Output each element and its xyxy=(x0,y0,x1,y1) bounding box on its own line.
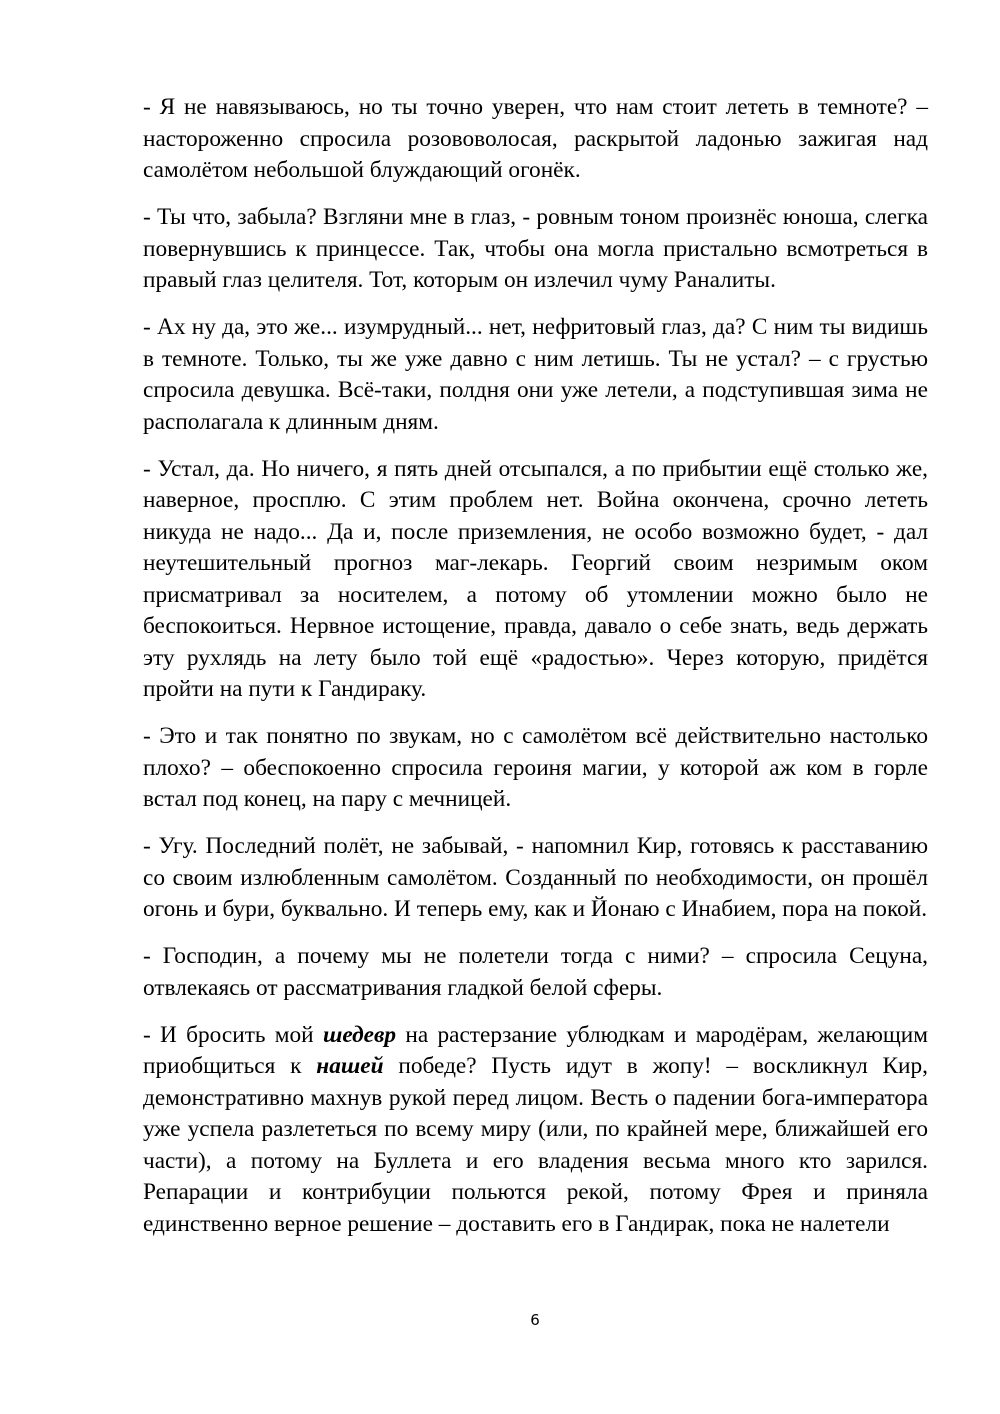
paragraph-8-text-1: - И бросить мой xyxy=(143,1021,323,1048)
paragraph-1: - Я не навязываюсь, но ты точно уверен, что нам стоит лететь в темноте? – настороженно спросила розововолосая, раскрытой ладонью зажигая над самолётом небольшой блуждающий огонёк. xyxy=(143,94,928,183)
page-number: 6 xyxy=(530,1311,540,1329)
emphasis-masterpiece: шедевр xyxy=(322,1021,397,1048)
paragraph-5: - Это и так понятно по звукам, но с самолётом всё действительно настолько плохо? – обеспокоенно спросила героиня магии, у которой аж ком в горле встал под конец, на пару с мечницей. xyxy=(143,723,928,812)
paragraph-4: - Устал, да. Но ничего, я пять дней отсыпался, а по прибытии ещё столько же, наверное, просплю. С этим проблем нет. Война окончена, срочно лететь никуда не надо... Да и, после приземления, не особо возможно будет, - дал неутешительный прогноз маг-лекарь. Георгий своим незримым оком присматривал за носителем, а потому об утомлении можно было не беспокоиться. Нервное истощение, правда, давало о себе знать, ведь держать эту рухлядь на лету было той ещё «радостью». Через которую, придётся пройти на пути к Гандираку. xyxy=(143,455,928,702)
paragraph-8-text-2: на растерзание ублюдкам и мародёрам, желающим приобщиться к xyxy=(143,1021,928,1079)
paragraph-3: - Ах ну да, это же... изумрудный... нет, нефритовый глаз, да? С ним ты видишь в темноте. Только, ты же уже давно с ним летишь. Ты не устал? – с грустью спросила девушка. Всё-таки, полдня они уже летели, а подступившая зима не располагала к длинным дням. xyxy=(143,314,928,435)
document-page xyxy=(143,92,928,1256)
emphasis-our: нашей xyxy=(316,1053,384,1079)
paragraph-7: - Господин, а почему мы не полетели тогда с ними? – спросила Сецуна, отвлекаясь от рассматривания гладкой белой сферы. xyxy=(143,943,928,1001)
paragraph-6: - Угу. Последний полёт, не забывай, - напомнил Кир, готовясь к расставанию со своим излюбленным самолётом. Созданный по необходимости, он прошёл огонь и бури, буквально. И теперь ему, как и Йонаю с Инабием, пора на покой. xyxy=(143,833,928,922)
paragraph-8 xyxy=(143,1020,928,1241)
paragraph-2: - Ты что, забыла? Взгляни мне в глаз, - ровным тоном произнёс юноша, слегка повернувшись к принцессе. Так, чтобы она могла пристально всмотреться в правый глаз целителя. Тот, которым он излечил чуму Раналиты. xyxy=(143,204,928,293)
paragraph-8-text-3: победе? Пусть идут в жопу! – воскликнул Кир, демонстративно махнув рукой перед лицом. Весть о падении бога-императора уже успела разлететься по всему миру (или, по крайней мере, ближайшей его части), а потому на Буллета и его владения весьма много кто зарился. Репарации и контрибуции польются рекой, потому Фрея и приняла единственно верное решение – доставить его в Гандирак, пока не налетели xyxy=(143,1053,928,1237)
